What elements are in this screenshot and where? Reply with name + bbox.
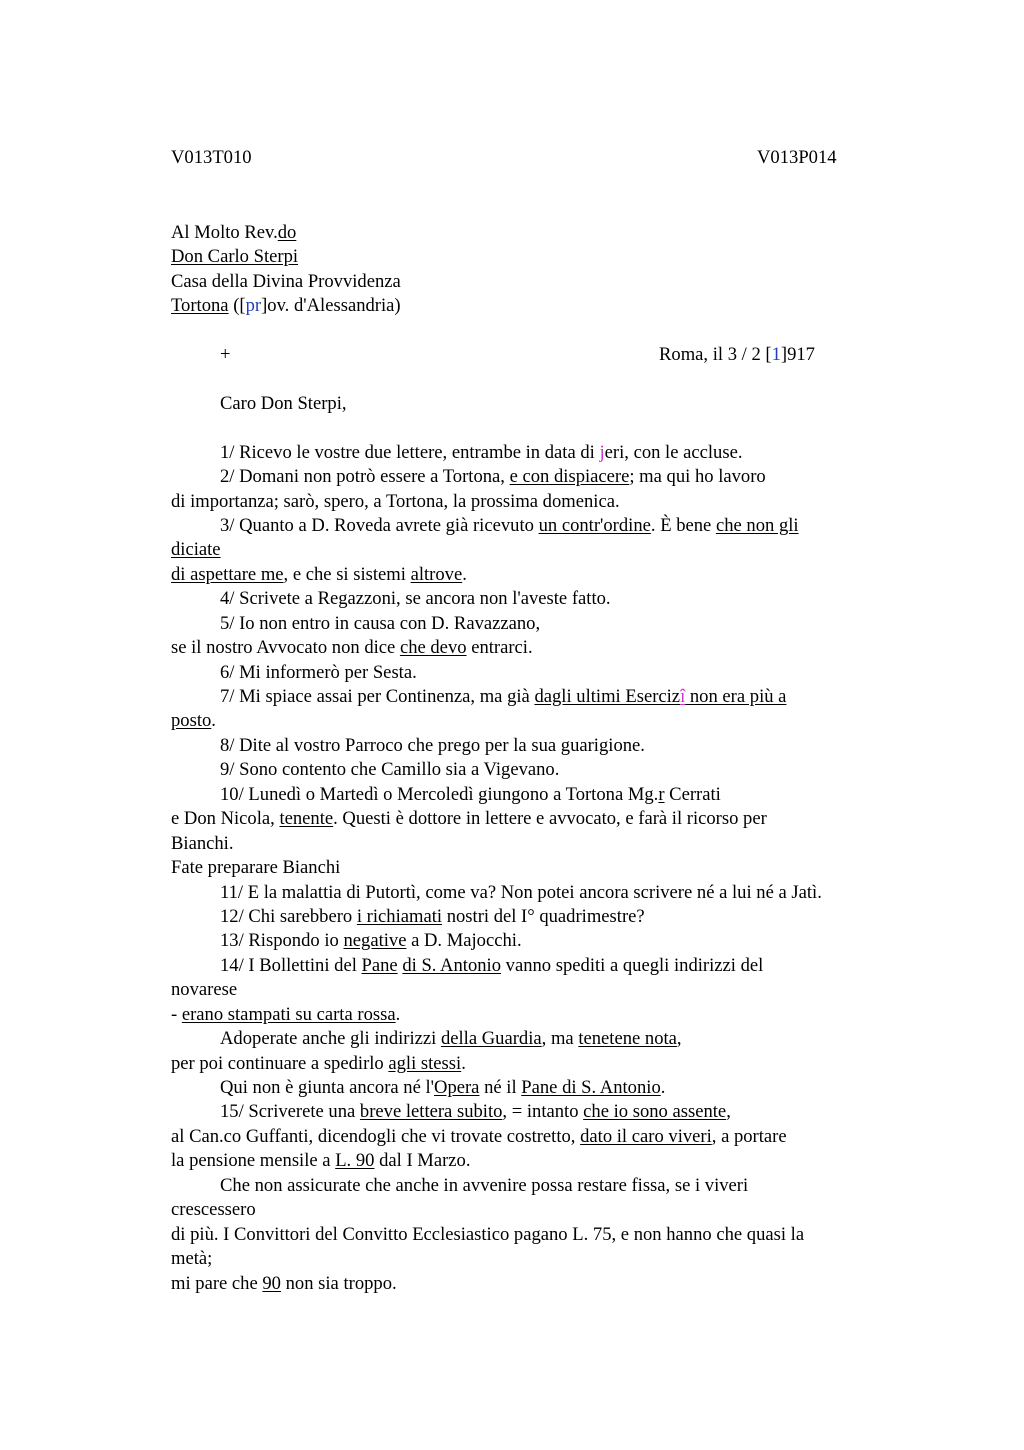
body-text: 4/ Scrivete a Regazzoni, se ancora non l'aveste fatto. [220,588,611,609]
underlined-text: e con dispiacere [509,466,630,487]
paragraph-15 [220,1100,731,1124]
underlined-text: che io sono assente [583,1101,727,1122]
paragraph-15-line-3 [171,1149,470,1173]
paragraph-15-line-8 [171,1272,397,1296]
paragraph-10 [220,783,721,807]
paragraph-14-line-4 [220,1027,682,1051]
paragraph-14-line-6 [220,1076,665,1100]
paragraph-7-line-2 [171,709,216,733]
salutation-text: Caro Don Sterpi, [220,393,347,414]
body-text: la pensione mensile a [171,1150,336,1171]
body-text: 2/ Domani non potrò essere a Tortona, [220,466,510,487]
paragraph-15-line-2 [171,1125,787,1149]
underlined-text: Pane di S. Antonio [521,1077,661,1098]
body-text: metà; [171,1248,213,1269]
underlined-text: i richiamati [356,906,443,927]
paragraph-14 [220,954,763,978]
body-text: 5/ Io non entro in causa con D. Ravazzano, [220,613,541,634]
body-text: 11/ E la malattia di Putortì, come va? Non potei ancora scrivere né a lui né a Jatì. [220,882,822,903]
body-text: Qui non è giunta ancora né l' [220,1077,435,1098]
document-code-right [757,146,837,170]
body-text: Adoperate anche gli indirizzi [220,1028,441,1049]
body-text: 6/ Mi informerò per Sesta. [220,662,417,683]
paragraph-3 [220,514,799,538]
paragraph-2 [220,465,766,489]
paragraph-1 [220,441,742,465]
paragraph-11 [220,881,822,905]
superscript-abbrev: r [658,784,665,805]
address-line-4 [171,294,401,318]
underlined-text: della Guardia [440,1028,542,1049]
superscript-abbrev: do [277,222,297,243]
body-text: a D. Majocchi. [406,930,522,951]
date-text: Roma, il 3 / 2 [ [659,344,772,365]
paragraph-14-line-5 [171,1052,466,1076]
body-text: 3/ Quanto a D. Roveda avrete già ricevuto [220,515,539,536]
body-text: non sia troppo. [280,1273,397,1294]
underlined-text: che devo [399,637,467,658]
paragraph-10-line-3 [171,832,233,856]
body-text: , [726,1101,731,1122]
body-text: Fate preparare Bianchi [171,857,341,878]
address-line-3 [171,270,401,294]
body-text: . [462,564,467,585]
paragraph-10-line-2 [171,807,767,831]
paragraph-12 [220,905,645,929]
paragraph-5-line-2 [171,636,533,660]
body-text: ; ma qui ho lavoro [629,466,766,487]
underlined-text: posto [171,710,212,731]
salutation [220,392,347,416]
underlined-text: 90 [262,1273,281,1294]
body-text: 13/ Rispondo io [220,930,344,951]
paragraph-3-line-2 [171,538,221,562]
right-code-text: V013P014 [757,147,837,168]
paragraph-14-line-3 [171,1003,400,1027]
cross-mark [220,343,231,367]
body-text: 15/ Scriverete una [220,1101,360,1122]
underlined-text: Pane [361,955,398,976]
body-text: . Questi è dottore in lettere e avvocato, e farà il ricorso per [333,808,767,829]
body-text: entrarci. [466,637,533,658]
editorial-insert: 1 [771,344,781,365]
body-text: - [171,1004,182,1025]
body-text: per poi continuare a spedirlo [171,1053,389,1074]
underlined-text: dagli ultimi Eserciz [534,686,681,707]
left-code-text: V013T010 [171,147,252,168]
paragraph-6 [220,661,417,685]
body-text: 10/ Lunedì o Martedì o Mercoledì giungono a Tortona Mg. [220,784,659,805]
underlined-text: dato il caro viveri [580,1126,712,1147]
body-text: Cerrati [664,784,721,805]
paragraph-5 [220,612,540,636]
body-text: 8/ Dite al vostro Parroco che prego per la sua guarigione. [220,735,645,756]
paragraph-15-line-5 [171,1198,256,1222]
dateline [659,343,815,367]
paragraph-4 [220,587,611,611]
paragraph-10-line-4 [171,856,340,880]
underlined-text: non era più a [685,686,787,707]
date-text: ]917 [780,344,815,365]
editorial-insert: pr [245,295,262,316]
paragraph-14-line-2 [171,978,237,1002]
address-line-1 [171,221,296,245]
paragraph-9 [220,758,559,782]
paragraph-7 [220,685,786,709]
body-text: crescessero [171,1199,256,1220]
body-text: 12/ Chi sarebbero [220,906,357,927]
address-line-2 [171,245,298,269]
body-text: se il nostro Avvocato non dice [171,637,400,658]
underlined-text: di aspettare me [171,564,284,585]
cross-text: + [220,344,231,365]
address-text: Casa della Divina Provvidenza [171,271,401,292]
body-text: dal I Marzo. [374,1150,471,1171]
underlined-text: tenetene nota [578,1028,677,1049]
body-text: mi pare che [171,1273,263,1294]
underlined-text: L. 90 [335,1150,375,1171]
body-text: al Can.co Guffanti, dicendogli che vi trovate costretto, [171,1126,581,1147]
body-text: , ma [541,1028,579,1049]
paragraph-15-line-6 [171,1223,804,1247]
underlined-text: diciate [171,539,221,560]
recipient-name: Don Carlo Sterpi [171,246,299,267]
paragraph-13 [220,929,522,953]
paragraph-3-line-3 [171,563,467,587]
underlined-text: Opera [434,1077,480,1098]
underlined-text: tenente [279,808,334,829]
body-text: Bianchi. [171,833,234,854]
underlined-text: negative [343,930,407,951]
body-text: e Don Nicola, [171,808,280,829]
body-text: nostri del I° quadrimestre? [442,906,645,927]
body-text: , a portare [711,1126,787,1147]
body-text: di importanza; sarò, spero, a Tortona, la prossima domenica. [171,491,620,512]
underlined-text: altrove [410,564,463,585]
body-text: . È bene [650,515,716,536]
underlined-text: un contr'ordine [538,515,651,536]
address-text: Al Molto Rev. [171,222,278,243]
underlined-text: agli stessi [388,1053,462,1074]
paragraph-2-line-2 [171,490,620,514]
underlined-text: erano stampati su carta rossa [181,1004,396,1025]
body-text: , = intanto [502,1101,584,1122]
body-text: di più. I Convittori del Convitto Ecclesiastico pagano L. 75, e non hanno che quasi la [171,1224,805,1245]
body-text: , [676,1028,682,1049]
document-code-left [171,146,252,170]
paragraph-15-line-7 [171,1247,212,1271]
underlined-text: breve lettera subito [359,1101,503,1122]
underlined-text: che non gli [715,515,799,536]
body-text: . [395,1004,401,1025]
body-text: 7/ Mi spiace assai per Continenza, ma già [220,686,535,707]
underlined-text: di S. Antonio [402,955,501,976]
body-text: , e che si sistemi [283,564,411,585]
body-text: né il [479,1077,522,1098]
paragraph-15-line-4 [220,1174,748,1198]
body-text: eri, con le accluse. [604,442,743,463]
body-text: 14/ I Bollettini del [220,955,362,976]
address-text: ([ [228,295,246,316]
editorial-mark: î [680,686,686,707]
editorial-mark: j [599,442,605,463]
city-name: Tortona [171,295,229,316]
body-text: . [660,1077,666,1098]
body-text: 9/ Sono contento che Camillo sia a Vigevano. [220,759,560,780]
body-text: . [461,1053,466,1074]
body-text: Che non assicurate che anche in avvenire possa restare fissa, se i viveri [220,1175,749,1196]
body-text: vanno spediti a quegli indirizzi del [501,955,764,976]
address-text: ]ov. d'Alessandria) [261,295,401,316]
body-text: novarese [171,979,238,1000]
body-text: . [211,710,216,731]
paragraph-8 [220,734,645,758]
body-text: 1/ Ricevo le vostre due lettere, entrambe in data di [220,442,600,463]
